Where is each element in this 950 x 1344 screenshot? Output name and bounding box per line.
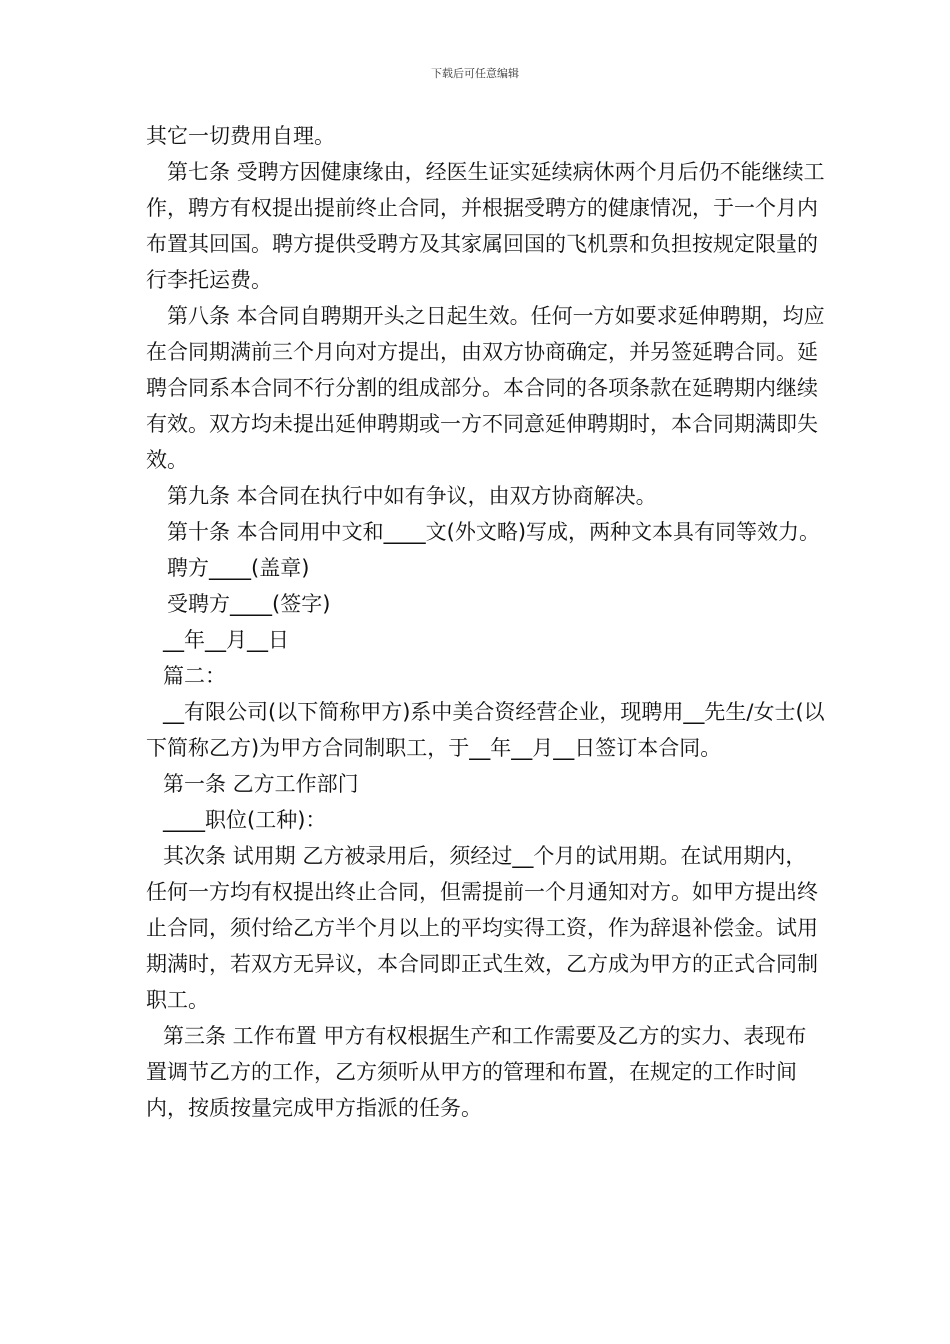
signature-date: __年__月__日 [163, 628, 289, 652]
section-heading-part-2: 篇二： [163, 664, 226, 688]
paragraph-expenses: 其它一切费用自理。 [146, 124, 335, 148]
document-body [146, 118, 826, 1126]
paragraph-position: ____职位(工种)： [163, 808, 327, 832]
paragraph-intro-part-2: __有限公司(以下简称甲方)系中美合资经营企业，现聘用__先生/女士(以下简称乙方)为甲方合同制职工，于__年__月__日签订本合同。 [146, 700, 825, 760]
paragraph-article-7: 第七条 受聘方因健康缘由，经医生证实延续病休两个月后仍不能继续工作，聘方有权提出提前终止合同，并根据受聘方的健康情况，于一个月内布置其回国。聘方提供受聘方及其家属回国的飞机票和负担按规定限量的行李托运费。 [146, 160, 825, 292]
paragraph-article-2: 其次条 试用期 乙方被录用后，须经过__个月的试用期。在试用期内，任何一方均有权提出终止合同，但需提前一个月通知对方。如甲方提出终止合同，须付给乙方半个月以上的平均实得工资，作为辞退补偿金。试用期满时，若双方无异议，本合同即正式生效，乙方成为甲方的正式合同制职工。 [146, 844, 818, 1012]
paragraph-article-9: 第九条 本合同在执行中如有争议，由双方协商解决。 [167, 484, 657, 508]
page-header: 下载后可任意编辑 [431, 67, 519, 80]
paragraph-article-10: 第十条 本合同用中文和____文(外文略)写成，两种文本具有同等效力。 [167, 520, 821, 544]
paragraph-article-8: 第八条 本合同自聘期开头之日起生效。任何一方如要求延伸聘期，均应在合同期满前三个月向对方提出，由双方协商确定，并另签延聘合同。延聘合同系本合同不行分割的组成部分。本合同的各项条款在延聘期内继续有效。双方均未提出延伸聘期或一方不同意延伸聘期时，本合同期满即失效。 [146, 304, 825, 472]
paragraph-article-3: 第三条 工作布置 甲方有权根据生产和工作需要及乙方的实力、表现布置调节乙方的工作，乙方须听从甲方的管理和布置，在规定的工作时间内，按质按量完成甲方指派的任务。 [146, 1024, 807, 1120]
signature-employee: 受聘方____(签字) [167, 592, 331, 616]
signature-employer: 聘方____(盖章) [167, 556, 310, 580]
paragraph-article-1: 第一条 乙方工作部门 [163, 772, 359, 796]
